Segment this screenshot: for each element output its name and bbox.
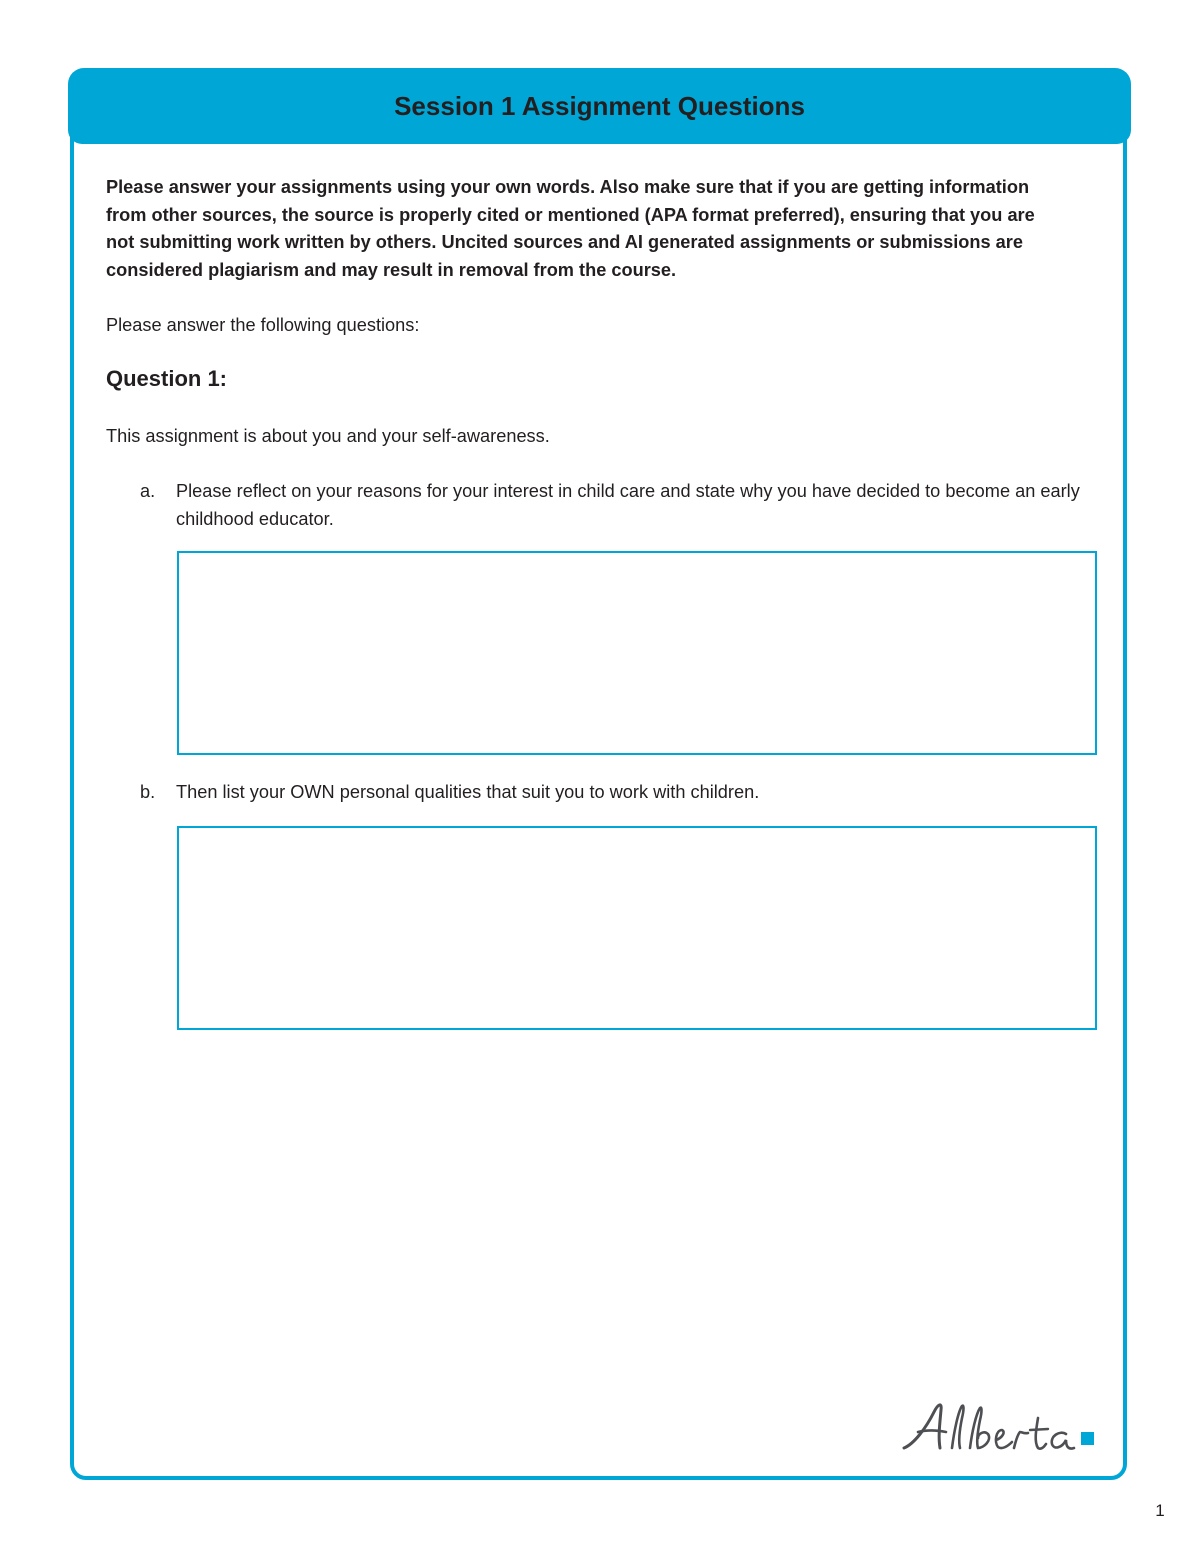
- sub-question-b: [140, 779, 1080, 807]
- answer-box-b[interactable]: [177, 826, 1097, 1030]
- question-heading: Question 1:: [106, 366, 228, 391]
- sub-question-text: Then list your OWN personal qualities that suit you to work with children.: [176, 782, 760, 802]
- list-marker: a.: [140, 481, 156, 501]
- plagiarism-notice: Please answer your assignments using your own words. Also make sure that if you are getting information from other sources, the source is properly cited or mentioned (APA format preferred), ensuring that you are not submitting work written by others. Uncited sources and AI generated assignments or submissions are considered plagiarism and may result in removal from the course.: [106, 177, 1035, 280]
- page-number: 1: [1155, 1501, 1165, 1520]
- sub-question-text: Please reflect on your reasons for your interest in child care and state why you have decided to become an early childhood educator.: [176, 481, 1080, 529]
- question-intro: This assignment is about you and your self-awareness.: [106, 426, 550, 446]
- instruction-text: Please answer the following questions:: [106, 315, 420, 335]
- sub-question-a: [140, 478, 1080, 533]
- list-marker: b.: [140, 782, 156, 802]
- alberta-logo: [900, 1392, 1100, 1462]
- answer-box-a[interactable]: [177, 551, 1097, 755]
- page-title: Session 1 Assignment Questions: [394, 91, 805, 121]
